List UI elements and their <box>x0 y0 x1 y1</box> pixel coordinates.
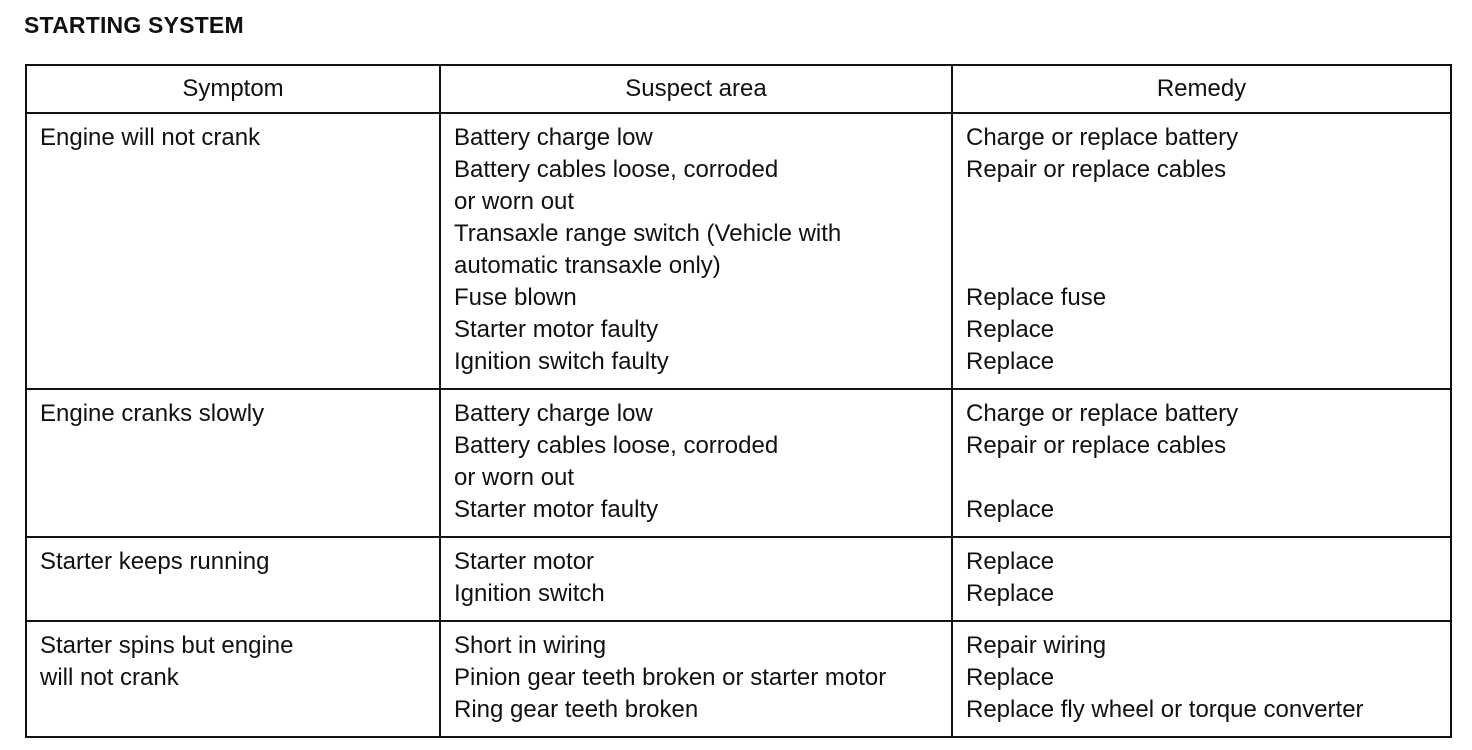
table-row <box>26 113 1451 389</box>
suspect-area-line: Battery charge low <box>454 400 653 427</box>
symptom-line: Engine cranks slowly <box>40 400 265 427</box>
symptom-line <box>40 186 427 218</box>
suspect-area-line: Ignition switch <box>454 580 605 607</box>
symptom-line <box>40 462 427 494</box>
column-header-remedy: Remedy <box>952 65 1451 113</box>
remedy-line <box>966 186 1438 218</box>
symptom-line <box>40 314 427 346</box>
suspect-area-line: Starter motor <box>454 548 595 575</box>
remedy-line: Replace <box>966 348 1055 375</box>
table-row <box>26 537 1451 621</box>
remedy-line <box>966 218 1438 250</box>
suspect-area-line: Battery charge low <box>454 124 653 151</box>
symptom-line: will not crank <box>40 664 179 691</box>
remedy-line: Replace <box>966 316 1055 343</box>
remedy-line: Replace <box>966 548 1055 575</box>
suspect-area-cell <box>440 389 952 537</box>
remedy-line: Repair or replace cables <box>966 432 1227 459</box>
symptom-line <box>40 154 427 186</box>
suspect-area-line: automatic transaxle only) <box>454 252 721 279</box>
suspect-area-cell <box>440 113 952 389</box>
table-row <box>26 389 1451 537</box>
remedy-line: Repair wiring <box>966 632 1107 659</box>
suspect-area-line: Transaxle range switch (Vehicle with <box>454 220 842 247</box>
suspect-area-line: Starter motor faulty <box>454 316 659 343</box>
column-header-symptom: Symptom <box>26 65 440 113</box>
symptom-line: Engine will not crank <box>40 124 261 151</box>
page-title: STARTING SYSTEM <box>24 12 244 38</box>
suspect-area-line: Ring gear teeth broken <box>454 696 699 723</box>
suspect-area-line: or worn out <box>454 188 575 215</box>
remedy-cell <box>952 537 1451 621</box>
symptom-cell <box>26 537 440 621</box>
troubleshooting-table <box>25 64 1452 738</box>
remedy-line: Replace <box>966 496 1055 523</box>
symptom-cell <box>26 621 440 737</box>
symptom-cell <box>26 389 440 537</box>
remedy-cell <box>952 389 1451 537</box>
suspect-area-line: Ignition switch faulty <box>454 348 669 375</box>
remedy-line: Replace <box>966 580 1055 607</box>
symptom-line <box>40 250 427 282</box>
header-row <box>26 65 1451 113</box>
symptom-line: Starter spins but engine <box>40 632 294 659</box>
suspect-area-line: Short in wiring <box>454 632 607 659</box>
column-header-suspect-area: Suspect area <box>440 65 952 113</box>
symptom-line <box>40 494 427 526</box>
remedy-line: Replace <box>966 664 1055 691</box>
suspect-area-line: Starter motor faulty <box>454 496 659 523</box>
symptom-line <box>40 694 427 726</box>
remedy-line: Charge or replace battery <box>966 124 1239 151</box>
table-row <box>26 621 1451 737</box>
remedy-line <box>966 250 1438 282</box>
suspect-area-line: Fuse blown <box>454 284 577 311</box>
symptom-line: Starter keeps running <box>40 548 270 575</box>
symptom-line <box>40 218 427 250</box>
suspect-area-cell <box>440 537 952 621</box>
table-body <box>26 113 1451 737</box>
symptom-line <box>40 346 427 378</box>
suspect-area-line: Battery cables loose, corroded <box>454 432 779 459</box>
remedy-line: Replace fly wheel or torque converter <box>966 696 1364 723</box>
remedy-cell <box>952 621 1451 737</box>
suspect-area-line: Pinion gear teeth broken or starter motor <box>454 664 887 691</box>
symptom-line <box>40 282 427 314</box>
symptom-line <box>40 578 427 610</box>
remedy-line <box>966 462 1438 494</box>
suspect-area-line: or worn out <box>454 464 575 491</box>
remedy-cell <box>952 113 1451 389</box>
suspect-area-line: Battery cables loose, corroded <box>454 156 779 183</box>
symptom-line <box>40 430 427 462</box>
symptom-cell <box>26 113 440 389</box>
remedy-line: Charge or replace battery <box>966 400 1239 427</box>
remedy-line: Repair or replace cables <box>966 156 1227 183</box>
suspect-area-cell <box>440 621 952 737</box>
remedy-line: Replace fuse <box>966 284 1107 311</box>
